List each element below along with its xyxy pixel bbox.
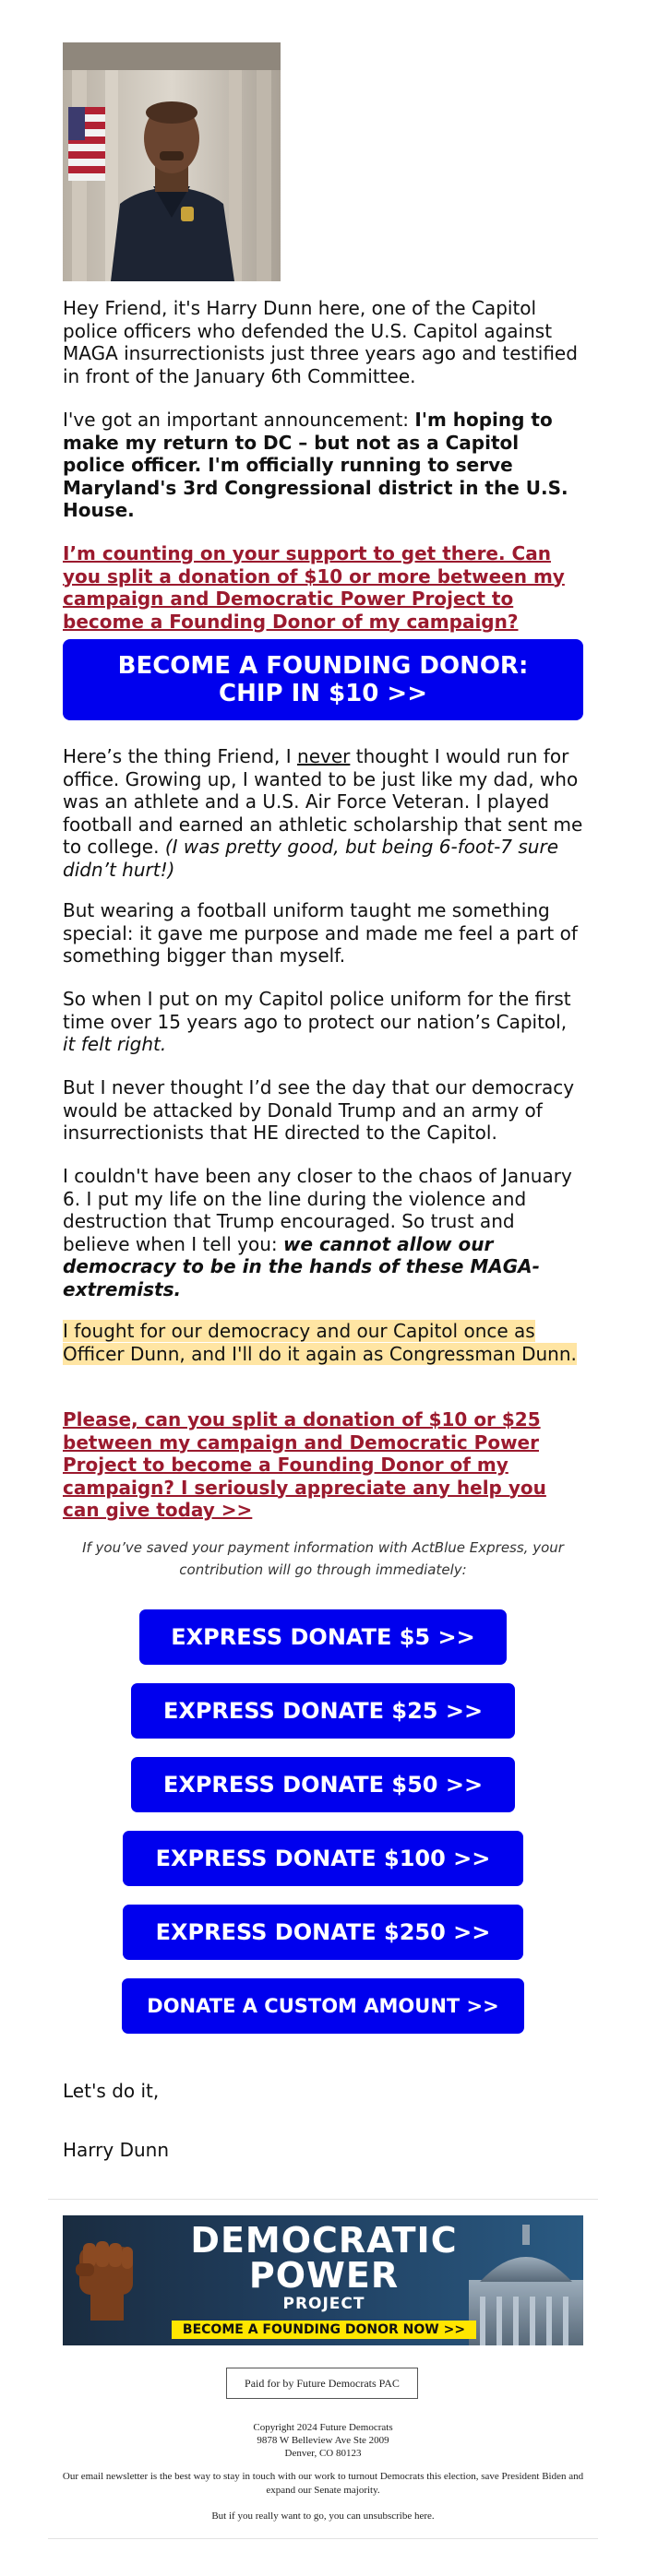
custom-amount-label: DONATE A CUSTOM AMOUNT >> [147,1995,499,2017]
hero-photo-illustration [63,42,281,281]
highlight-paragraph [63,1320,583,1365]
footer-address-1: 9878 W Belleview Ave Ste 2009 [257,2435,389,2446]
never-underlined: never [297,745,351,767]
intro-paragraph: Hey Friend, it's Harry Dunn here, one of the Capitol police officers who defended the U.S. Capitol against MAGA insurrectionists just three years ago and testified in front of the January 6th Committee. [63,297,578,387]
announcement-paragraph [63,409,583,522]
second-donation-ask-text[interactable]: Please, can you split a donation of $10 or $25 between my campaign and Democratic Power Project to become a Founding Donor of my campaign? I seriously appreciate any help you can give today >> [63,1408,546,1521]
divider-top [48,2199,598,2200]
founding-donor-cta-line1: BECOME A FOUNDING DONOR: [117,652,529,680]
paid-for-text: Paid for by Future Democrats PAC [245,2377,400,2390]
announcement-bold: I'm hoping to make my return to DC – but not as a Capitol police officer. I'm officially running to serve Maryland's 3rd Congressional district in the U.S. House. [63,409,568,521]
football-paragraph: But wearing a football uniform taught me something special: it gave me purpose and made me feel a part of something bigger than myself. [63,899,578,967]
founding-donor-cta-line2: CHIP IN $10 >> [218,680,427,707]
uniform-paragraph [63,988,583,1056]
banner-title-1: DEMOCRATIC [190,2220,458,2261]
chaos-text: I couldn't have been any closer to the chaos of January 6. I put my life on the line during the violence and destruction that Trump encouraged. So trust and believe when I tell you: [63,1165,572,1255]
banner-title-2: POWER [248,2255,400,2296]
express-donate-250-button[interactable] [123,1905,523,1960]
divider-bottom [48,2538,598,2539]
banner-title-3: PROJECT [282,2295,365,2313]
the-thing-text-a: Here’s the thing Friend, I [63,745,298,767]
express-donate-100-button[interactable] [123,1831,523,1886]
express-donate-50-button[interactable] [131,1757,515,1812]
express-donate-5-button[interactable] [139,1609,507,1665]
chaos-bold-italic: we cannot allow our democracy to be in the hands of these MAGA-extremists. [63,1232,540,1300]
footer-unsubscribe[interactable]: But if you really want to go, you can unsubscribe here. [211,2511,435,2522]
highlight-text: I fought for our democracy and our Capitol once as Officer Dunn, and I'll do it again as Congressman Dunn. [63,1320,577,1365]
never-thought-paragraph: But I never thought I’d see the day that our democracy would be attacked by Donald Trump and an army of insurrectionists that HE directed to the Capitol. [63,1076,575,1144]
footer-copyright: Copyright 2024 Future Democrats [253,2422,393,2433]
founding-donor-cta-button[interactable] [63,639,583,720]
announcement-lead: I've got an important announcement: [63,409,415,431]
democratic-power-project-banner[interactable] [63,2215,583,2345]
uniform-italic: it felt right. [63,1033,167,1055]
express-donate-50-label: EXPRESS DONATE $50 >> [162,1772,484,1798]
express-donate-250-label: EXPRESS DONATE $250 >> [155,1919,491,1945]
donation-ask-link-text[interactable]: I’m counting on your support to get there. Can you split a donation of $10 or more between my campaign and Democratic Power Project to become a Founding Donor of my campaign? [63,542,565,633]
raised-fist-icon [76,2241,133,2321]
paid-for-box [226,2368,418,2399]
banner-cta[interactable]: BECOME A FOUNDING DONOR NOW >> [172,2321,476,2339]
the-thing-italic: (I was pretty good, but being 6-foot-7 sure didn’t hurt!) [63,836,559,881]
express-donate-25-button[interactable] [131,1683,515,1739]
express-donate-100-label: EXPRESS DONATE $100 >> [155,1846,491,1871]
hero-photo [63,42,281,281]
uniform-text: So when I put on my Capitol police uniform for the first time over 15 years ago to protect our nation’s Capitol, [63,988,571,1033]
second-donation-ask[interactable] [63,1408,583,1522]
footer-newsletter: Our email newsletter is the best way to stay in touch with our work to turnout Democrats this election, save President Biden and expand our Senate majority. [62,2471,584,2496]
donation-ask-link[interactable] [63,542,583,633]
the-thing-text-b: thought I would run for office. Growing up, I wanted to be just like my dad, who was an athlete and a U.S. Air Force Veteran. I played football and earned an athletic scholarship that sent me to college. [63,745,583,858]
chaos-paragraph [63,1165,583,1300]
signature: Harry Dunn [63,2139,170,2161]
footer-address-2: Denver, CO 80123 [284,2448,362,2459]
the-thing-paragraph [63,745,583,881]
actblue-express-note: If you’ve saved your payment information with ActBlue Express, your contribution will go through immediately: [82,1539,564,1578]
signoff: Let's do it, [63,2080,160,2102]
express-donate-25-label: EXPRESS DONATE $25 >> [162,1698,484,1724]
custom-amount-button[interactable] [122,1978,524,2034]
express-donate-5-label: EXPRESS DONATE $5 >> [171,1624,475,1650]
